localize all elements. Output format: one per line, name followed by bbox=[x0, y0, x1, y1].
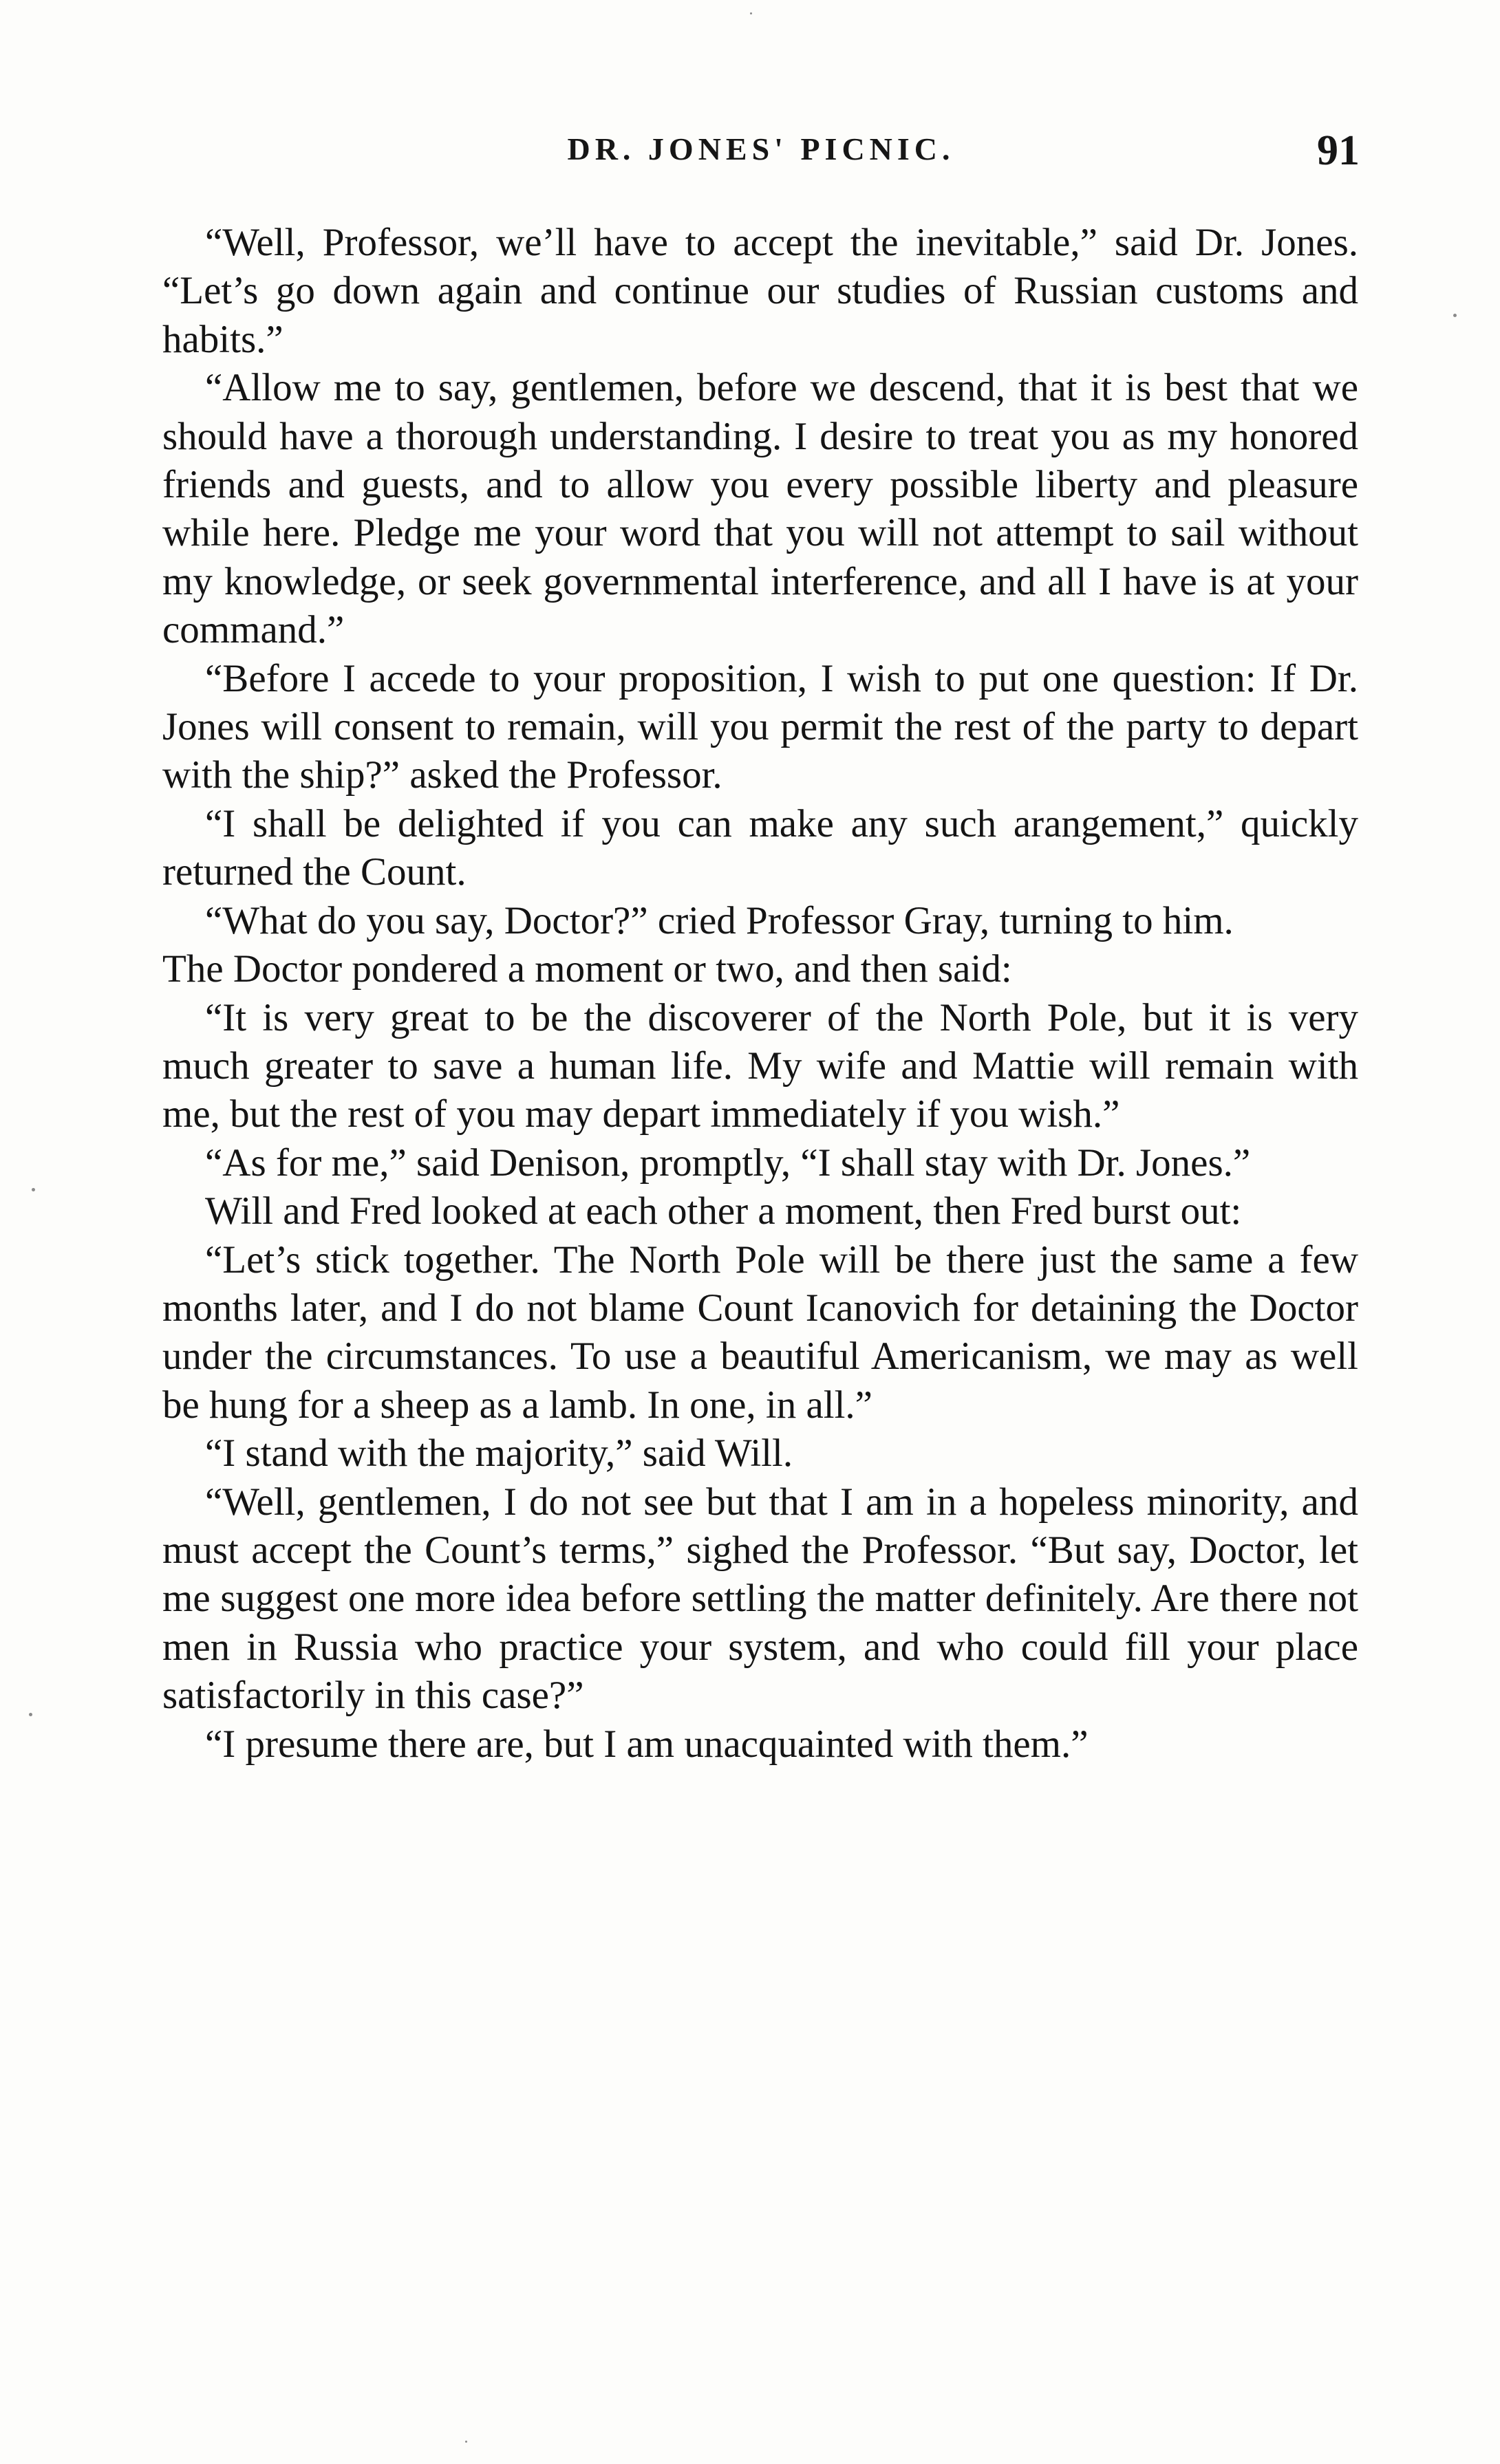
paragraph-12: “Well, gentlemen, I do not see but that I am in a hopeless minority, and must accept the Count’s terms,” sighed the Professor. “But say, Doctor, let me suggest one more idea before settling the matter definitely. Are there not men in Russia who practice your system, and who could fill your place satisfactorily in this case?” bbox=[162, 1480, 1358, 1718]
scan-speck bbox=[1453, 314, 1457, 317]
paragraph-9: Will and Fred looked at each other a moment, then Fred burst out: bbox=[205, 1189, 1242, 1233]
paragraph-4: “I shall be delighted if you can make any such arangement,” quickly returned the Count. bbox=[162, 801, 1358, 894]
scan-speck bbox=[32, 1188, 35, 1191]
paragraph-2: “Allow me to say, gentlemen, before we descend, that it is best that we should have a thorough understanding. I desire to treat you as my honored friends and guests, and to allow you every possible liberty and pleasure while here. Pledge me your word that you will not attempt to sail without my knowledge, or seek governmental interference, and all I have is at your command.” bbox=[162, 366, 1358, 652]
paragraph-10: “Let’s stick together. The North Pole will be there just the same a few months later, and I do not blame Count Icanovich for detaining the Doctor under the circumstances. To use a beautiful Americanism, we may as well be hung for a sheep as a lamb. In one, in all.” bbox=[162, 1238, 1358, 1427]
paragraph-5: “What do you say, Doctor?” cried Professor Gray, turning to him. bbox=[205, 898, 1234, 942]
paragraph-11: “I stand with the majority,” said Will. bbox=[205, 1431, 793, 1476]
paragraph-13: “I presume there are, but I am unacquainted with them.” bbox=[205, 1722, 1089, 1766]
paragraph-7: “It is very great to be the discoverer of the North Pole, but it is very much greater to save a human life. My wife and Mattie will remain with me, but the rest of you may depart immediately if you wish.” bbox=[162, 995, 1358, 1136]
running-head: DR. JONES' PICNIC. bbox=[567, 131, 955, 166]
body-text bbox=[162, 219, 1358, 1769]
paragraph-3: “Before I accede to your proposition, I wish to put one question: If Dr. Jones will consent to remain, will you permit the rest of the party to depart with the ship?” asked the Professor. bbox=[162, 656, 1358, 797]
page-header bbox=[162, 127, 1360, 188]
scan-speck bbox=[465, 2441, 467, 2443]
scan-speck bbox=[750, 12, 752, 14]
paragraph-8: “As for me,” said Denison, promptly, “I shall stay with Dr. Jones.” bbox=[205, 1141, 1251, 1185]
page-number: 91 bbox=[1317, 127, 1360, 174]
paragraph-1: “Well, Professor, we’ll have to accept the inevitable,” said Dr. Jones. “Let’s go down again and continue our studies of Russian customs and habits.” bbox=[162, 221, 1358, 361]
scan-speck bbox=[29, 1713, 32, 1716]
paragraph-6: The Doctor pondered a moment or two, and then said: bbox=[162, 947, 1012, 991]
